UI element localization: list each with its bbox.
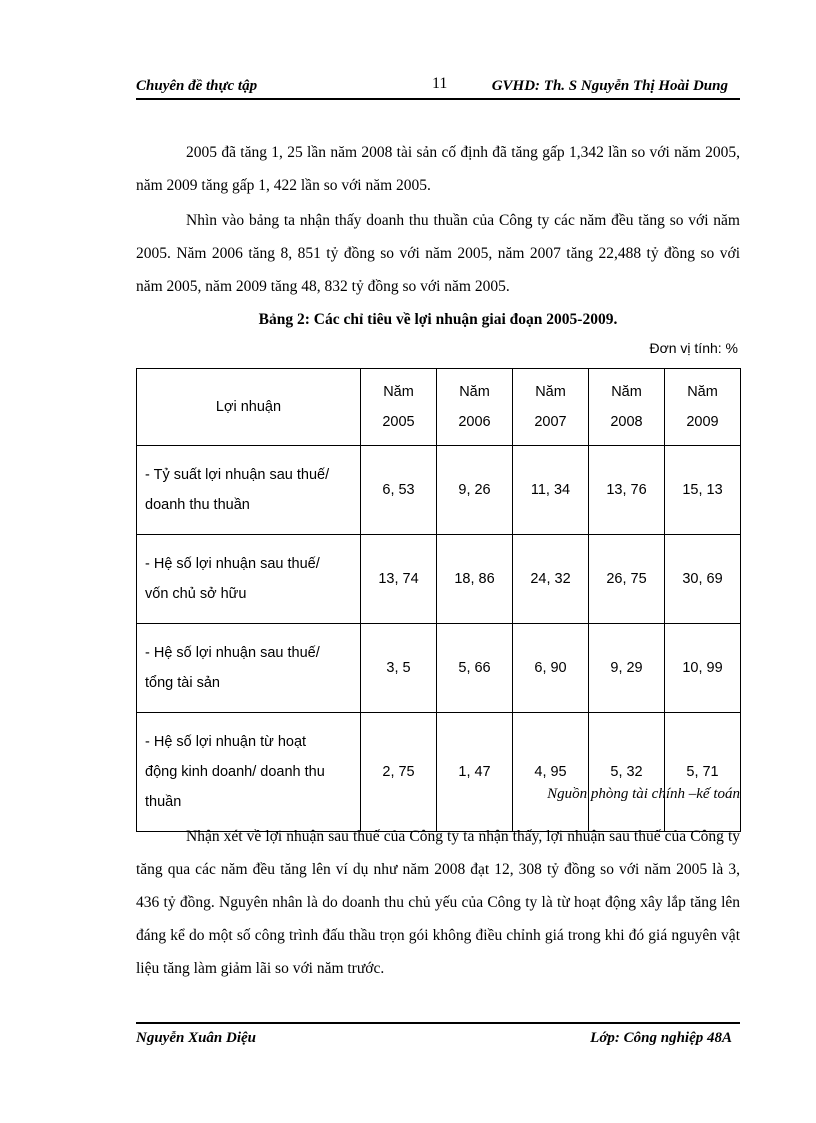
- header-supervisor: GVHD: Th. S Nguyễn Thị Hoài Dung: [491, 78, 728, 94]
- table-source: Nguồn phòng tài chính –kế toán: [547, 786, 740, 802]
- footer-author: Nguyễn Xuân Diệu: [136, 1030, 257, 1046]
- table-cell: 10, 99: [665, 624, 741, 713]
- table-cell: 2, 75: [361, 713, 437, 832]
- table-cell: 13, 74: [361, 535, 437, 624]
- table-row: [137, 624, 741, 713]
- table-cell: 5, 71: [665, 713, 741, 832]
- table-row: [137, 446, 741, 535]
- paragraph-1: [136, 136, 740, 202]
- table-cell: 6, 53: [361, 446, 437, 535]
- paragraph-2: [136, 204, 740, 303]
- table-cell: 15, 13: [665, 446, 741, 535]
- header-cell-year: Năm 2009: [665, 369, 741, 446]
- header-cell-year: Năm 2007: [513, 369, 589, 446]
- page-number: 11: [432, 75, 448, 92]
- header-cell-year: Năm 2006: [437, 369, 513, 446]
- table-cell: 30, 69: [665, 535, 741, 624]
- table-cell: 9, 29: [589, 624, 665, 713]
- header-cell-year: Năm 2008: [589, 369, 665, 446]
- table-cell: 3, 5: [361, 624, 437, 713]
- footer-class: Lớp: Công nghiệp 48A: [590, 1030, 732, 1046]
- table-cell: 1, 47: [437, 713, 513, 832]
- table-row: [137, 535, 741, 624]
- table-header-row: [137, 369, 741, 446]
- row-label: - Hệ số lợi nhuận từ hoạt động kinh doanh/ doanh thu thuần: [137, 713, 361, 832]
- table-row: [137, 713, 741, 832]
- paragraph-2-text: Nhìn vào bảng ta nhận thấy doanh thu thuần của Công ty các năm đều tăng so với năm 2005. Năm 2006 tăng 8, 851 tỷ đồng so với năm 2005, năm 2007 tăng 22,488 tỷ đồng so với năm 2005, năm 2009 tăng 48, 832 tỷ đồng so với năm 2005.: [136, 212, 740, 295]
- profit-table: [136, 368, 741, 832]
- row-label: - Tỷ suất lợi nhuận sau thuế/ doanh thu thuần: [137, 446, 361, 535]
- table-cell: 11, 34: [513, 446, 589, 535]
- table-cell: 6, 90: [513, 624, 589, 713]
- row-label: - Hệ số lợi nhuận sau thuế/ tổng tài sản: [137, 624, 361, 713]
- table-cell: 13, 76: [589, 446, 665, 535]
- page-header: [136, 70, 740, 100]
- paragraph-1-text: 2005 đã tăng 1, 25 lần năm 2008 tài sản cố định đã tăng gấp 1,342 lần so với năm 2005, năm 2009 tăng gấp 1, 422 lần so với năm 2005.: [136, 144, 740, 194]
- table-cell: 5, 32: [589, 713, 665, 832]
- row-label: - Hệ số lợi nhuận sau thuế/ vốn chủ sở hữu: [137, 535, 361, 624]
- header-cell-label: Lợi nhuận: [137, 369, 361, 446]
- header-cell-year: Năm 2005: [361, 369, 437, 446]
- table-cell: 4, 95: [513, 713, 589, 832]
- page-footer: [136, 1022, 740, 1054]
- header-title: Chuyên đề thực tập: [136, 78, 258, 94]
- table-cell: 24, 32: [513, 535, 589, 624]
- table-cell: 5, 66: [437, 624, 513, 713]
- table-cell: 26, 75: [589, 535, 665, 624]
- paragraph-3: [136, 820, 740, 985]
- table-title: Bảng 2: Các chỉ tiêu về lợi nhuận giai đoạn 2005-2009.: [258, 311, 618, 328]
- table-cell: 18, 86: [437, 535, 513, 624]
- table-cell: 9, 26: [437, 446, 513, 535]
- paragraph-3-text: Nhận xét về lợi nhuận sau thuế của Công ty ta nhận thấy, lợi nhuận sau thuế của Công ty tăng qua các năm đều tăng lên ví dụ như năm 2008 đạt 12, 308 tỷ đồng so với năm 2005 là 3, 436 tỷ đồng. Nguyên nhân là do doanh thu chủ yếu của Công ty là từ hoạt động xây lắp tăng lên đáng kể do một số công trình đấu thầu trọn gói không điều chỉnh giá trong khi đó giá nguyên vật liệu tăng làm giảm lãi so với năm trước.: [136, 828, 740, 977]
- table-unit: Đơn vị tính: %: [649, 340, 738, 356]
